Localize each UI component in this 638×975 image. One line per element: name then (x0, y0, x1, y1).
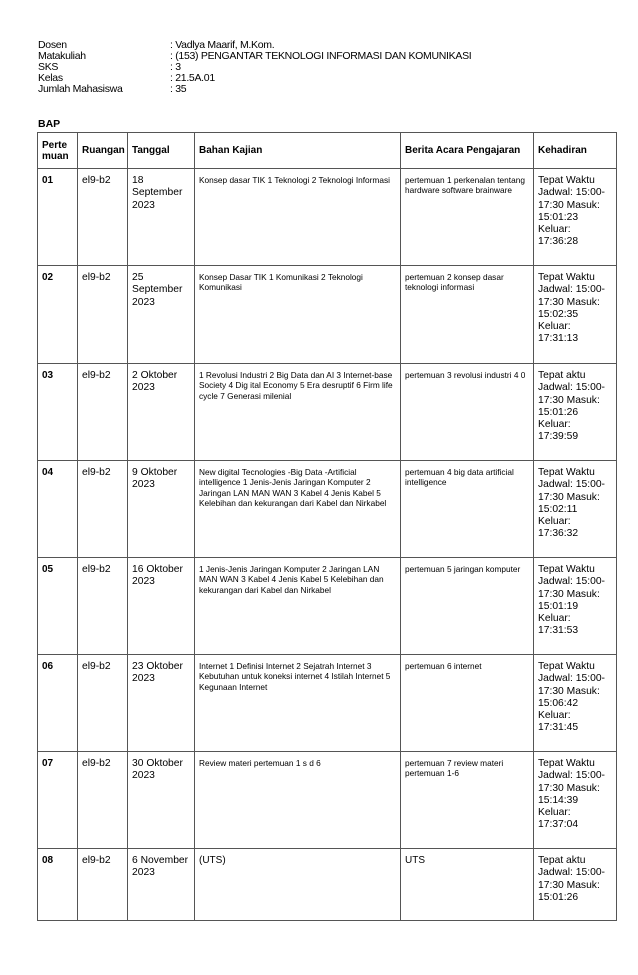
info-value: : Vadlya Maarif, M.Kom. (170, 39, 275, 51)
header-pertemuan: Perte muan (38, 133, 78, 169)
table-row (38, 558, 617, 655)
cell-pertemuan: 05 (38, 558, 78, 655)
cell-bahan-kajian: Konsep dasar TIK 1 Teknologi 2 Teknologi Informasi (195, 169, 401, 266)
cell-kehadiran: Tepat Waktu Jadwal: 15:00-17:30 Masuk: 15:02:35 Keluar: 17:31:13 (534, 266, 617, 364)
cell-berita-acara: pertemuan 7 review materi pertemuan 1-6 (401, 752, 534, 849)
cell-bahan-kajian: 1 Revolusi Industri 2 Big Data dan AI 3 Internet-base Society 4 Dig ital Economy 5 Era desruptif 6 Firm life cycle 7 Generasi milenial (195, 364, 401, 461)
cell-bahan-kajian: 1 Jenis-Jenis Jaringan Komputer 2 Jaringan LAN MAN WAN 3 Kabel 4 Jenis Kabel 5 Kelebihan dan kekurangan dari Kabel dan Nirkabel (195, 558, 401, 655)
cell-tanggal: 30 Oktober 2023 (128, 752, 195, 849)
info-label: Jumlah Mahasiswa (38, 83, 123, 95)
info-value: : 35 (170, 83, 187, 95)
table-row (38, 461, 617, 558)
cell-berita-acara: pertemuan 6 internet (401, 655, 534, 752)
cell-tanggal: 6 November 2023 (128, 849, 195, 921)
table-row (38, 752, 617, 849)
table-row (38, 169, 617, 266)
cell-bahan-kajian: New digital Tecnologies -Big Data -Artificial intelligence 1 Jenis-Jenis Jaringan Komputer 2 Jaringan LAN MAN WAN 3 Kabel 4 Jenis Kabel 5 Kelebihan dan kekurangan dari Kabel dan Nirkabel (195, 461, 401, 558)
cell-pertemuan: 07 (38, 752, 78, 849)
cell-pertemuan: 03 (38, 364, 78, 461)
cell-bahan-kajian: Review materi pertemuan 1 s d 6 (195, 752, 401, 849)
info-value: : (153) PENGANTAR TEKNOLOGI INFORMASI DAN KOMUNIKASI (170, 50, 472, 62)
cell-berita-acara: pertemuan 3 revolusi industri 4 0 (401, 364, 534, 461)
table-header-row (38, 133, 617, 169)
cell-bahan-kajian: (UTS) (195, 849, 401, 921)
info-label: SKS (38, 61, 59, 73)
section-title: BAP (38, 118, 61, 130)
cell-pertemuan: 02 (38, 266, 78, 364)
cell-tanggal: 18 September 2023 (128, 169, 195, 266)
info-label: Matakuliah (38, 50, 86, 62)
info-row-jumlah-mahasiswa (38, 84, 471, 95)
cell-tanggal: 25 September 2023 (128, 266, 195, 364)
header-ruangan: Ruangan (78, 133, 128, 169)
cell-kehadiran: Tepat Waktu Jadwal: 15:00-17:30 Masuk: 15:01:23 Keluar: 17:36:28 (534, 169, 617, 266)
table-row (38, 655, 617, 752)
cell-tanggal: 23 Oktober 2023 (128, 655, 195, 752)
cell-kehadiran: Tepat aktu Jadwal: 15:00-17:30 Masuk: 15:01:26 Keluar: 17:39:59 (534, 364, 617, 461)
cell-berita-acara: pertemuan 4 big data artificial intelligence (401, 461, 534, 558)
info-row-matakuliah (38, 51, 471, 62)
cell-berita-acara: UTS (401, 849, 534, 921)
cell-ruangan: el9-b2 (78, 461, 128, 558)
info-row-sks (38, 62, 471, 73)
table-row (38, 364, 617, 461)
table-row (38, 849, 617, 921)
info-label: Kelas (38, 72, 63, 84)
course-info (38, 40, 471, 95)
cell-pertemuan: 06 (38, 655, 78, 752)
cell-ruangan: el9-b2 (78, 169, 128, 266)
cell-tanggal: 16 Oktober 2023 (128, 558, 195, 655)
header-tanggal: Tanggal (128, 133, 195, 169)
cell-kehadiran: Tepat Waktu Jadwal: 15:00-17:30 Masuk: 15:06:42 Keluar: 17:31:45 (534, 655, 617, 752)
cell-berita-acara: pertemuan 2 konsep dasar teknologi informasi (401, 266, 534, 364)
cell-pertemuan: 01 (38, 169, 78, 266)
cell-ruangan: el9-b2 (78, 849, 128, 921)
cell-kehadiran: Tepat Waktu Jadwal: 15:00-17:30 Masuk: 15:01:19 Keluar: 17:31:53 (534, 558, 617, 655)
cell-ruangan: el9-b2 (78, 655, 128, 752)
header-berita-acara: Berita Acara Pengajaran (401, 133, 534, 169)
bap-table (37, 132, 617, 921)
cell-pertemuan: 08 (38, 849, 78, 921)
info-value: : 21.5A.01 (170, 72, 215, 84)
cell-ruangan: el9-b2 (78, 558, 128, 655)
cell-bahan-kajian: Internet 1 Definisi Internet 2 Sejatrah Internet 3 Kebutuhan untuk koneksi internet 4 Istilah Internet 5 Kegunaan Internet (195, 655, 401, 752)
table-row (38, 266, 617, 364)
cell-berita-acara: pertemuan 1 perkenalan tentang hardware software brainware (401, 169, 534, 266)
cell-tanggal: 9 Oktober 2023 (128, 461, 195, 558)
cell-ruangan: el9-b2 (78, 364, 128, 461)
info-label: Dosen (38, 39, 67, 51)
header-bahan-kajian: Bahan Kajian (195, 133, 401, 169)
cell-kehadiran: Tepat Waktu Jadwal: 15:00-17:30 Masuk: 15:02:11 Keluar: 17:36:32 (534, 461, 617, 558)
cell-pertemuan: 04 (38, 461, 78, 558)
cell-kehadiran: Tepat Waktu Jadwal: 15:00-17:30 Masuk: 15:14:39 Keluar: 17:37:04 (534, 752, 617, 849)
cell-ruangan: el9-b2 (78, 752, 128, 849)
cell-kehadiran: Tepat aktu Jadwal: 15:00-17:30 Masuk: 15:01:26 (534, 849, 617, 921)
info-value: : 3 (170, 61, 181, 73)
cell-ruangan: el9-b2 (78, 266, 128, 364)
cell-berita-acara: pertemuan 5 jaringan komputer (401, 558, 534, 655)
cell-tanggal: 2 Oktober 2023 (128, 364, 195, 461)
header-kehadiran: Kehadiran (534, 133, 617, 169)
cell-bahan-kajian: Konsep Dasar TIK 1 Komunikasi 2 Teknologi Komunikasi (195, 266, 401, 364)
